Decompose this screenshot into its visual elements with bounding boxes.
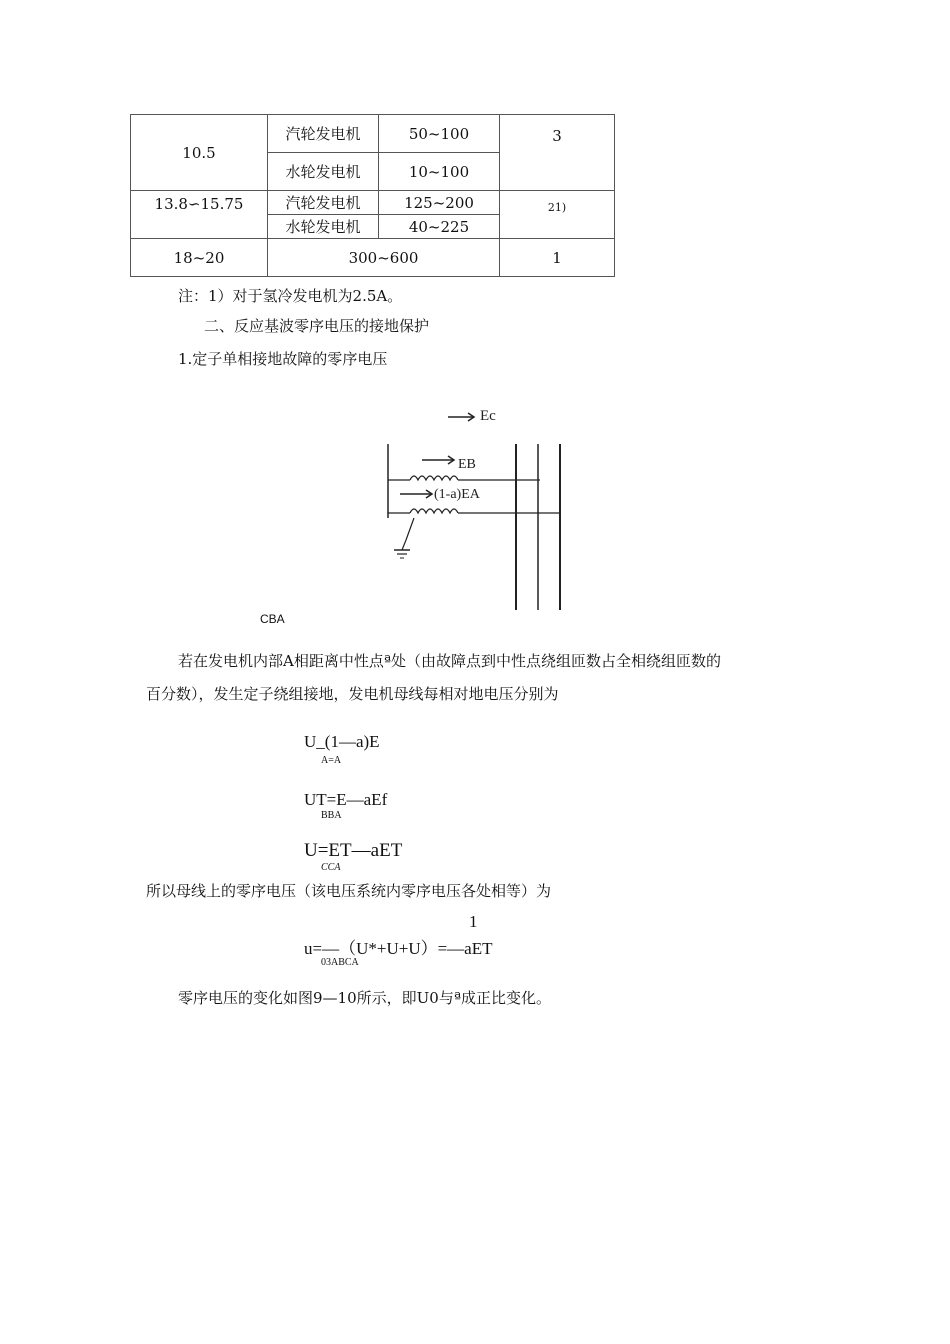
subsection-heading: 1.定子单相接地故障的零序电压 [178,350,388,368]
paragraph-line: 所以母线上的零序电压（该电压系统内零序电压各处相等）为 [146,882,552,900]
current-value: 3 [552,127,562,145]
capacity-cell: 10~100 [379,153,500,191]
formula-ub: UT=E—aEf [304,790,388,809]
ground-icon [394,550,410,558]
paragraph-line: 零序电压的变化如图9—10所示，即U0与ª成正比变化。 [178,989,551,1007]
arrow-ea-icon [400,490,432,498]
label-ec: Ec [480,408,496,424]
stator-ground-fault-diagram [370,400,570,615]
paragraph-line: 若在发电机内部A相距离中性点ª处（由故障点到中性点绕组匝数占全相绕组匝数的 [178,652,721,670]
table-note: 注：1）对于氢冷发电机为2.5A。 [178,287,403,305]
formula-u0-numerator: 1 [469,912,478,931]
generator-type-cell: 水轮发电机 [268,215,379,239]
generator-type-cell: 水轮发电机 [268,153,379,191]
generator-current-table [130,114,615,277]
capacity-cell: 50~100 [379,115,500,153]
formula-ua-sub: A=A [321,755,342,766]
formula-u0-sub: 03ABCA [321,957,359,968]
label-ea: (1-a)EA [434,487,480,502]
current-cell [500,191,615,239]
capacity-cell: 125~200 [379,191,500,215]
label-eb: EB [458,457,476,472]
current-cell: 1 [500,239,615,277]
paragraph-line: 百分数），发生定子绕组接地，发电机母线每相对地电压分别为 [146,685,559,703]
formula-u0: u=—（U*+U+U）=—aET [304,939,493,958]
voltage-cell: 10.5 [131,115,268,191]
arrow-ec-icon [448,413,474,421]
voltage-cell: 18~20 [131,239,268,277]
generator-type-cell: 汽轮发电机 [268,191,379,215]
formula-ub-sub: BBA [321,810,342,821]
formula-uc-sub: CCA [321,862,341,873]
capacity-cell: 300~600 [268,239,500,277]
current-footnote: 1) [554,201,567,214]
current-value: 2 [547,201,555,214]
capacity-cell: 40~225 [379,215,500,239]
winding-a-icon [410,509,458,513]
voltage-cell: 13.8∽15.75 [131,191,268,239]
current-cell [500,115,615,191]
formula-ua: U_(1—a)E [304,732,380,751]
section-heading: 二、反应基波零序电压的接地保护 [204,317,430,335]
arrow-eb-icon [422,456,454,464]
formula-uc: U=ET—aET [304,840,403,861]
diagram-caption: CBA [260,612,285,626]
winding-b-icon [410,476,458,480]
generator-type-cell: 汽轮发电机 [268,115,379,153]
